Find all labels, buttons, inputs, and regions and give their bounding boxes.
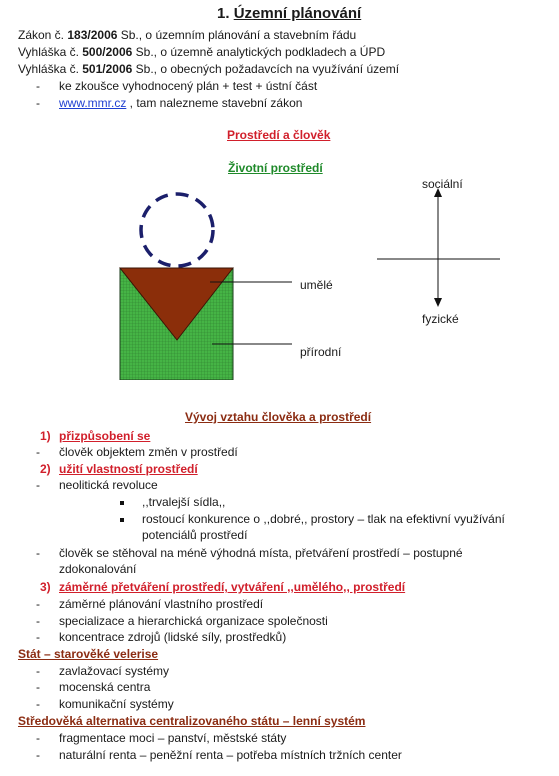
list-item: komunikační systémy	[59, 697, 174, 711]
link-item	[59, 95, 302, 111]
dash-icon: -	[36, 731, 40, 745]
dash-icon: -	[36, 597, 40, 611]
axis-label-social: sociální	[422, 177, 463, 191]
law-rest: Sb., o územním plánování a stavebním řádu	[117, 28, 357, 42]
list-item: naturální renta – peněžní renta – potřeba místních tržních center	[59, 748, 402, 762]
section-heading-medieval: Středověká alternativa centralizovaného státu – lenní systém	[18, 714, 366, 728]
law-rest: Sb., o územně analytických podkladech a ÚPD	[132, 45, 386, 59]
dash-icon: -	[36, 546, 40, 560]
sub-item-text: rostoucí konkurence o ,,dobré,, prostory – tlak na efektivní využívání	[142, 512, 505, 526]
list-item: člověk objektem změn v prostředí	[59, 445, 238, 459]
dash-icon: -	[36, 79, 40, 93]
dash-icon: -	[36, 680, 40, 694]
list-item: člověk se stěhoval na méně výhodná místa, přetváření prostředí – postupné	[59, 546, 463, 560]
section-heading-state: Stát – starověké velerise	[18, 647, 159, 661]
list-item: koncentrace zdrojů (lidské síly, prostředků)	[59, 630, 287, 644]
section-heading-environment: Prostředí a člověk	[227, 128, 331, 142]
stage-3-title: záměrné přetváření prostředí, vytváření ,,umělého,, prostředí	[59, 580, 406, 594]
stage-1-title: přizpůsobení se	[59, 429, 151, 443]
law-prefix: Vyhláška č.	[18, 62, 83, 76]
label-natural: přírodní	[300, 345, 342, 359]
stage-2-title: užití vlastností prostředí	[59, 462, 198, 476]
dash-icon: -	[36, 445, 40, 459]
law-line-1	[18, 27, 356, 43]
axis-label-physical: fyzické	[422, 312, 459, 326]
law-number: 501/2006	[82, 62, 133, 76]
dash-icon: -	[36, 96, 40, 110]
link-rest: , tam nalezneme stavební zákon	[126, 96, 303, 110]
dash-icon: -	[36, 664, 40, 678]
environment-diagram	[0, 170, 559, 380]
sub-item	[120, 494, 132, 510]
section-heading-living-environment: Životní prostředí	[228, 161, 323, 175]
dash-icon: -	[36, 614, 40, 628]
sub-item-text: ,,trvalejší sídla,,	[142, 495, 226, 509]
mmr-link[interactable]: www.mmr.cz	[59, 96, 127, 110]
law-rest: Sb., o obecných požadavcích na využívání území	[132, 62, 400, 76]
square-bullet-icon	[120, 518, 124, 522]
title-text: Územní plánování	[233, 5, 362, 22]
list-item: zavlažovací systémy	[59, 664, 170, 678]
page-title	[217, 6, 361, 22]
stage-1-number: 1)	[40, 429, 51, 443]
label-artificial: umělé	[300, 278, 333, 292]
dash-icon: -	[36, 697, 40, 711]
list-item: specializace a hierarchická organizace společnosti	[59, 614, 328, 628]
arrow-down-icon	[434, 298, 442, 307]
exam-item: ke zkoušce vyhodnocený plán + test + ústní část	[59, 79, 318, 93]
dash-icon: -	[36, 630, 40, 644]
stage-2-number: 2)	[40, 462, 51, 476]
sub-item	[120, 511, 132, 527]
list-item: záměrné plánování vlastního prostředí	[59, 597, 264, 611]
sub-item-text-cont: potenciálů prostředí	[142, 528, 248, 542]
list-item: fragmentace moci – panství, městské státy	[59, 731, 287, 745]
law-line-3	[18, 61, 399, 77]
law-number: 183/2006	[67, 28, 118, 42]
square-bullet-icon	[120, 501, 124, 505]
title-number: 1.	[217, 5, 230, 22]
dashed-circle	[141, 194, 213, 266]
law-prefix: Zákon č.	[18, 28, 68, 42]
law-prefix: Vyhláška č.	[18, 45, 83, 59]
section-heading-evolution: Vývoj vztahu člověka a prostředí	[185, 410, 372, 424]
stage-3-number: 3)	[40, 580, 51, 594]
dash-icon: -	[36, 478, 40, 492]
law-line-2	[18, 44, 385, 60]
list-item-cont: zdokonalování	[59, 562, 137, 576]
list-item: neolitická revoluce	[59, 478, 158, 492]
law-number: 500/2006	[82, 45, 133, 59]
dash-icon: -	[36, 748, 40, 762]
list-item: mocenská centra	[59, 680, 151, 694]
